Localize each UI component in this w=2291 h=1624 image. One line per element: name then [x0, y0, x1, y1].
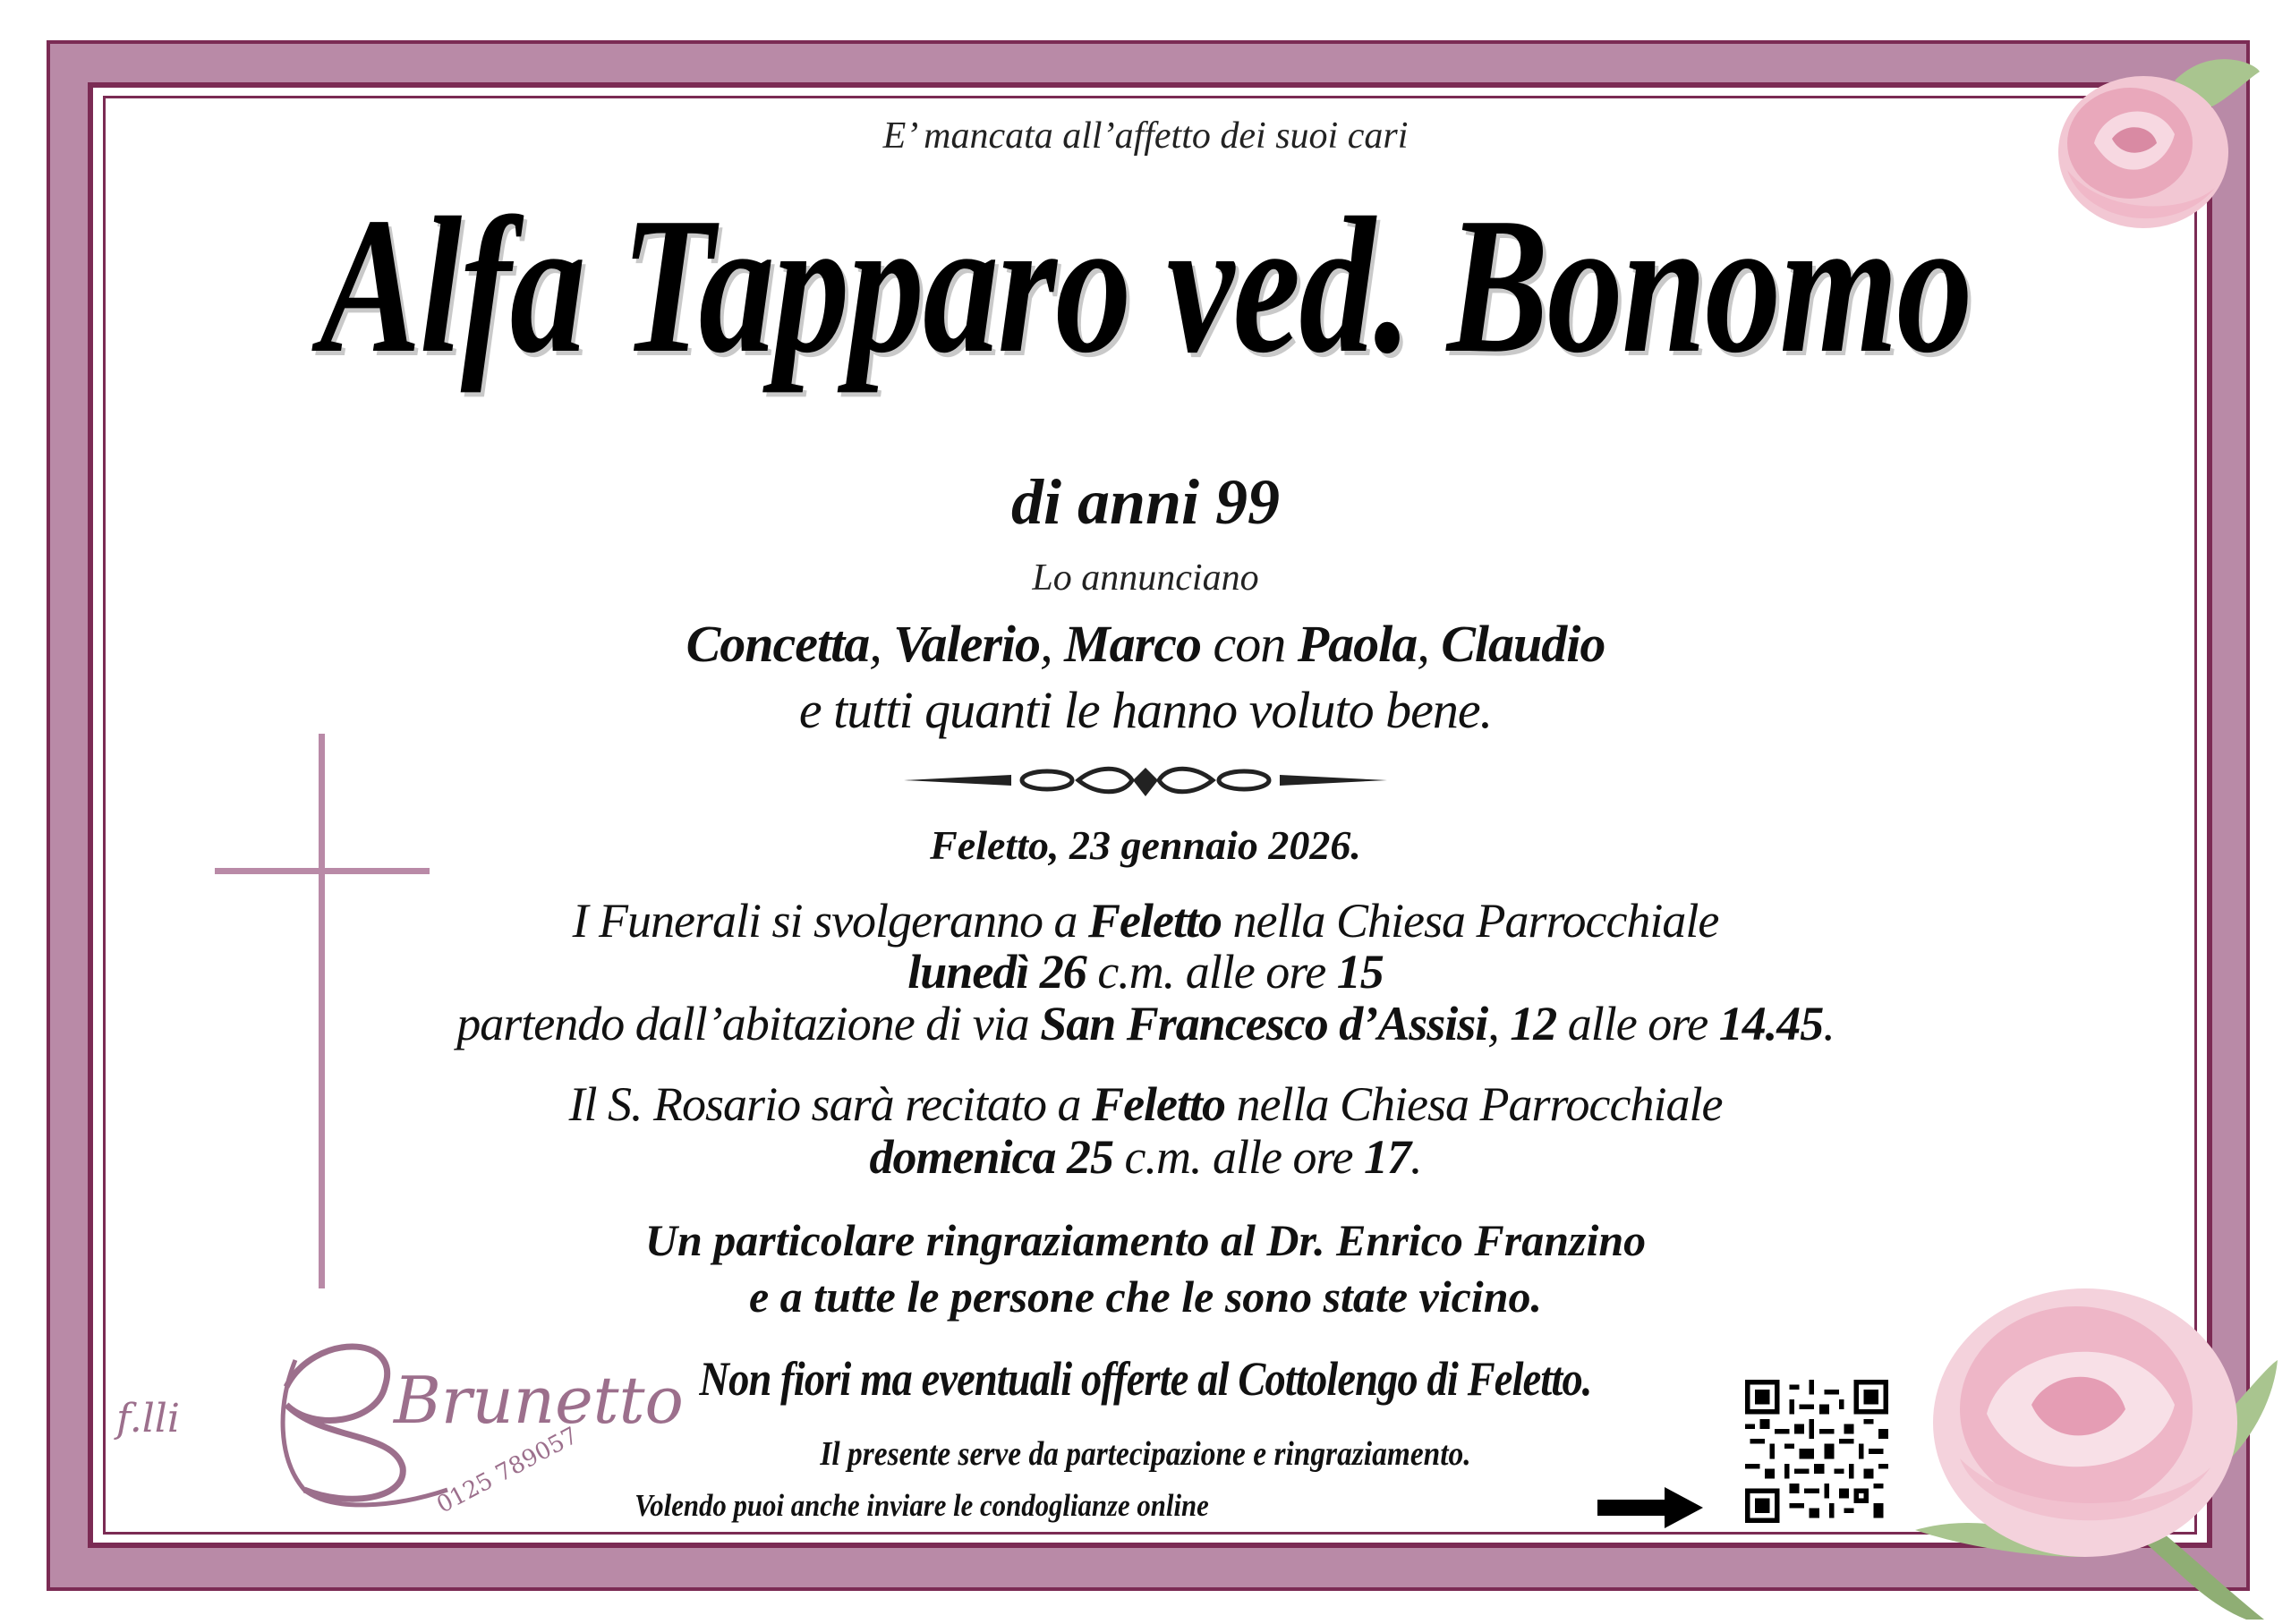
- funeral-line-3: partendo dall’abitazione di via San Francesco d’Assisi, 12 alle ore 14.45.: [456, 997, 1835, 1050]
- date-place: Feletto, 23 gennaio 2026.: [930, 822, 1361, 868]
- family-name: Valerio: [893, 615, 1041, 673]
- funeral-line-1: I Funerali si svolgeranno a Feletto nella Chiesa Parrocchiale: [572, 894, 1719, 948]
- rosary-line-2: domenica 25 c.m. alle ore 17.: [869, 1130, 1422, 1184]
- thanks-line-1: Un particolare ringraziamento al Dr. Enrico Franzino: [644, 1215, 1647, 1265]
- family-name: Paola: [1297, 615, 1418, 673]
- thanks-line-2: e a tutte le persone che le sono state vicino.: [748, 1271, 1542, 1322]
- notice-line-2: Volendo puoi anche inviare le condoglianze online: [634, 1488, 1209, 1523]
- family-name: Concetta: [686, 615, 870, 673]
- intro-text: E’ mancata all’affetto dei suoi cari: [882, 115, 1409, 157]
- rosary-line-1: Il S. Rosario sarà recitato a Feletto nella Chiesa Parrocchiale: [568, 1077, 1723, 1131]
- family-name: Marco: [1064, 615, 1201, 673]
- family-names: Concetta, Valerio, Marco con Paola, Claudio: [686, 615, 1605, 673]
- age-text: di anni 99: [1010, 466, 1281, 538]
- closing-text: e tutti quanti le hanno voluto bene.: [798, 681, 1493, 739]
- donation-note: Non fiori ma eventuali offerte al Cottolengo di Feletto.: [699, 1352, 1592, 1406]
- logo-phone: 0125 789057: [432, 1422, 583, 1519]
- qr-code[interactable]: [1745, 1380, 1888, 1523]
- family-name: Claudio: [1441, 615, 1605, 673]
- logo-name: Brunetto: [394, 1363, 684, 1438]
- funeral-line-2: lunedì 26 c.m. alle ore 15: [907, 945, 1384, 999]
- deceased-name: Alfa Tapparo ved. Bonomo: [319, 178, 1972, 394]
- announce-text: Lo annunciano: [1032, 557, 1259, 599]
- notice-line-1: Il presente serve da partecipazione e ringraziamento.: [820, 1435, 1471, 1473]
- cross-icon: [206, 734, 439, 1288]
- logo-prefix: f.lli: [116, 1396, 180, 1441]
- ornament-divider: [904, 761, 1387, 800]
- funeral-home-logo: [107, 1297, 684, 1530]
- arrow-right-icon: [1597, 1485, 1705, 1530]
